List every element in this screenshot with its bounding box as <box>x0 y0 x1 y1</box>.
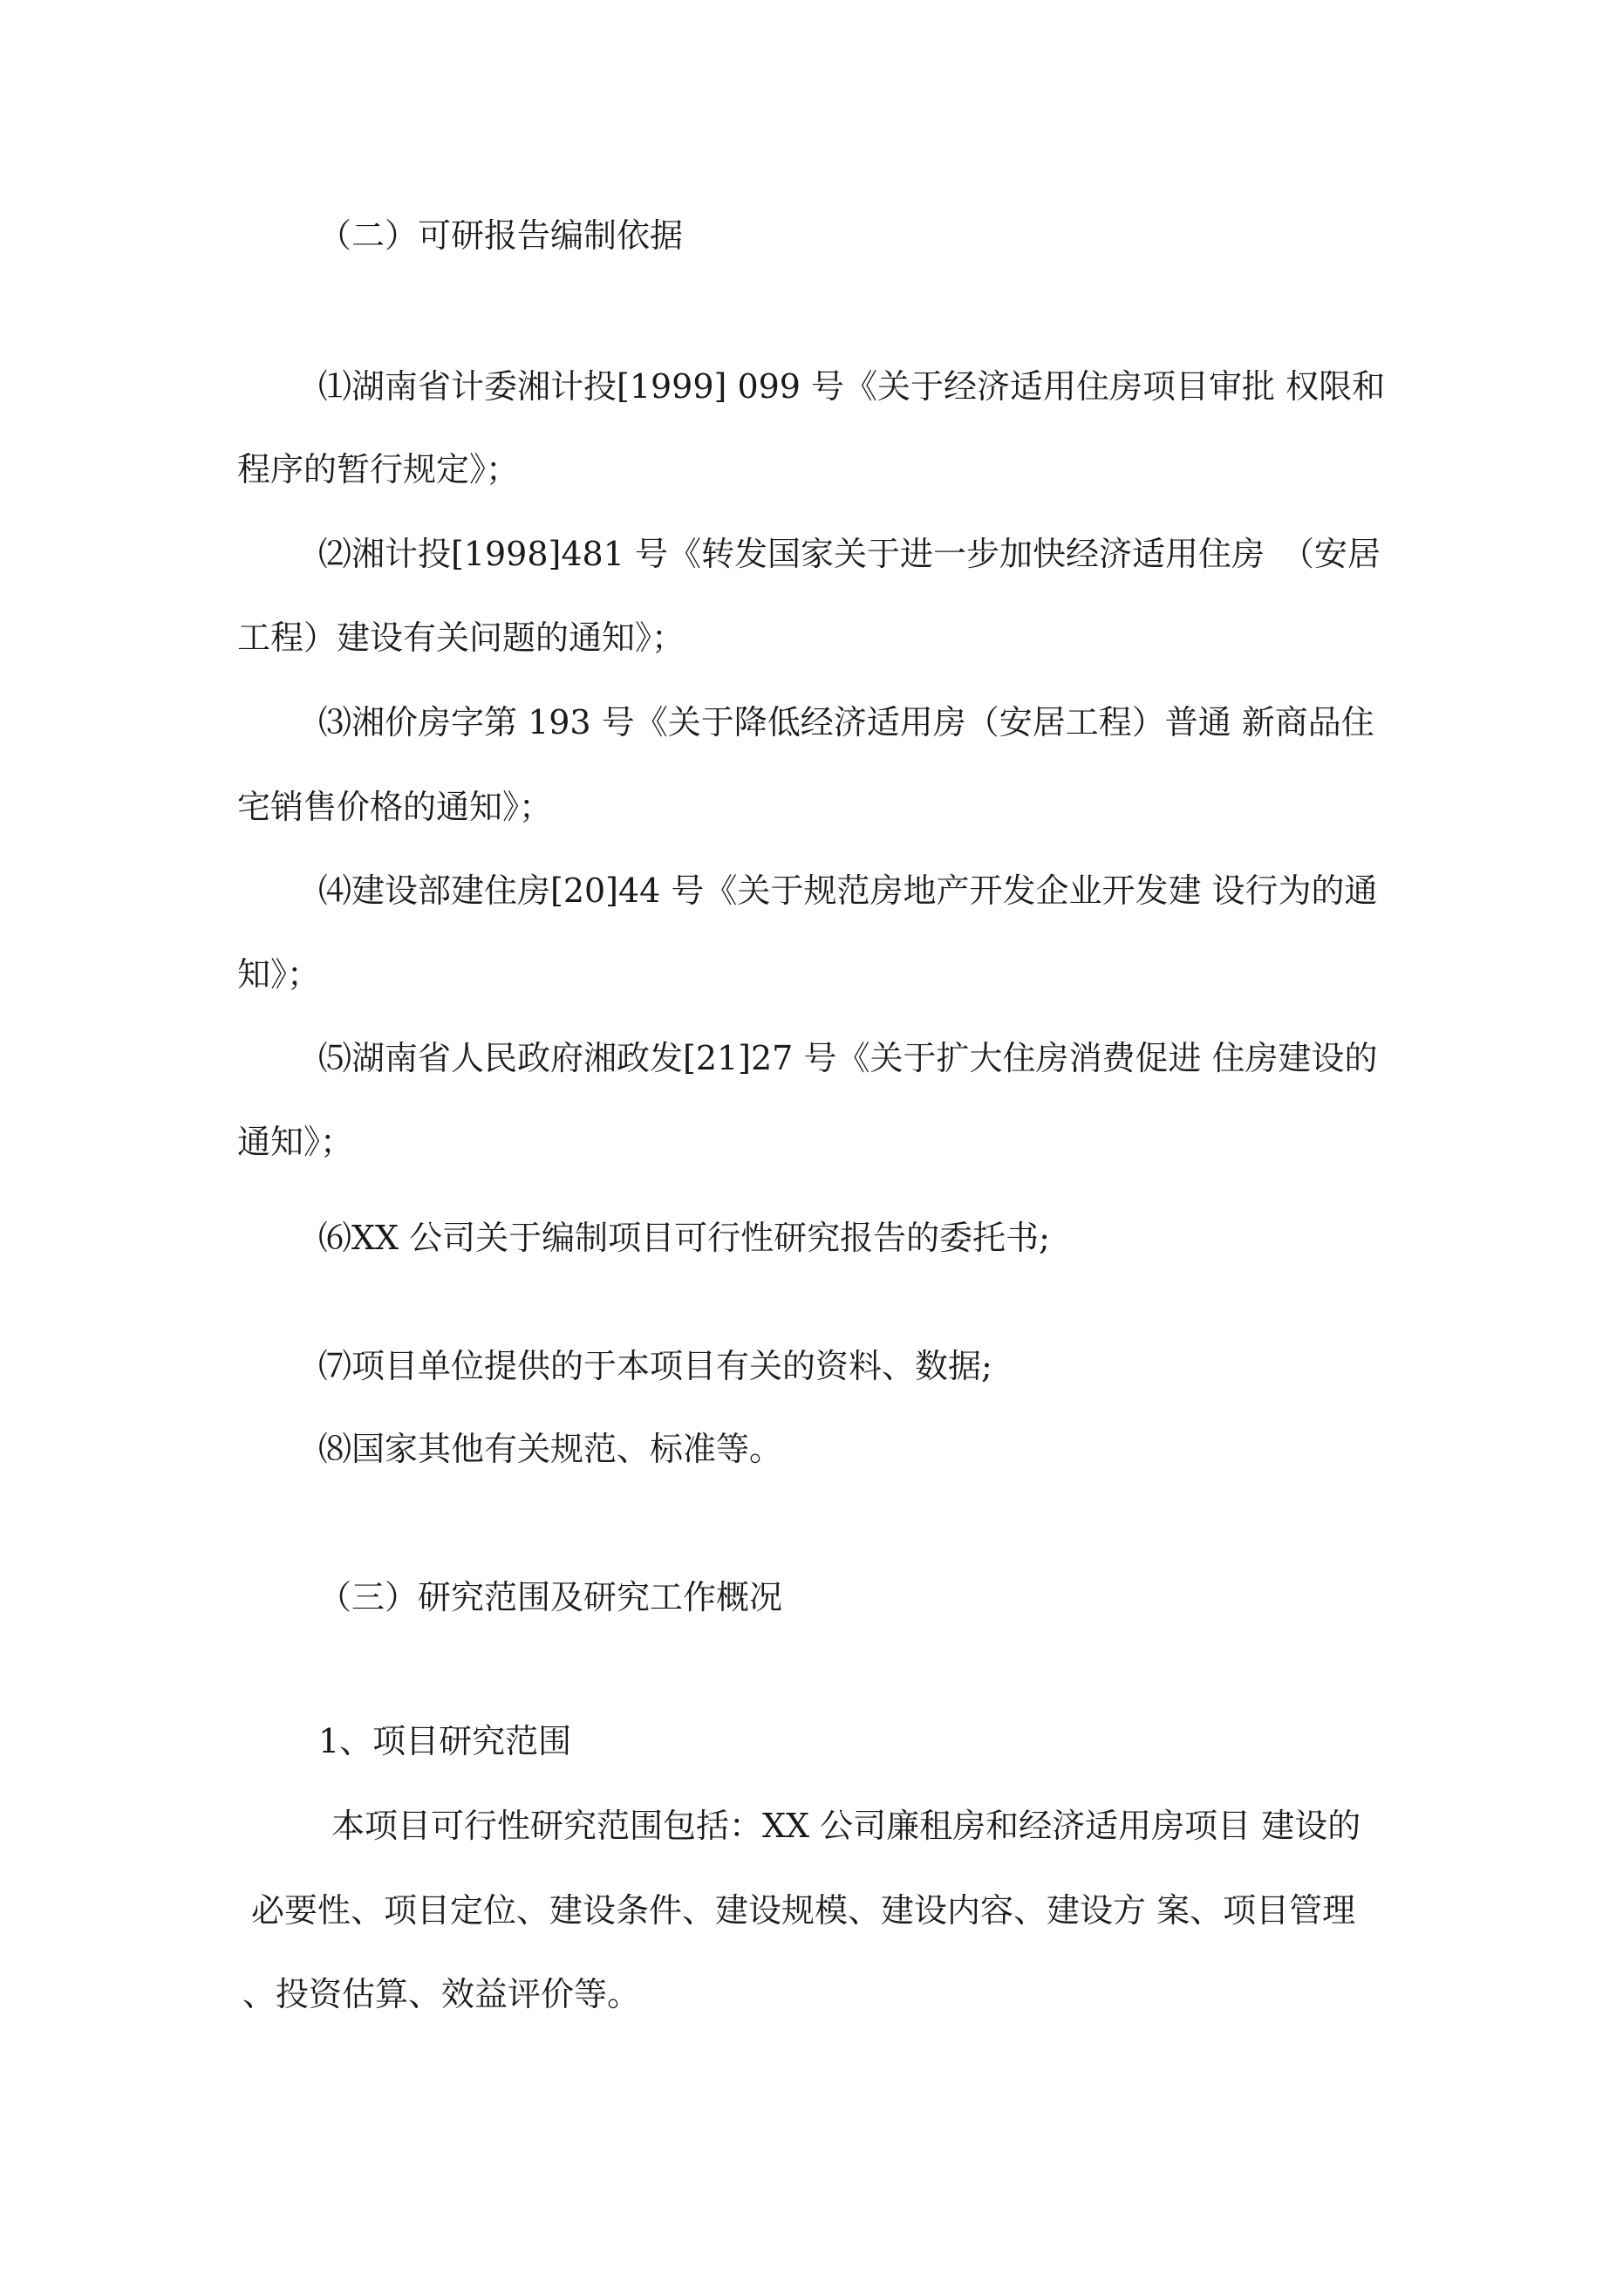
basis-item-5-line2: 通知》； <box>237 1123 354 1161</box>
section-heading-basis: （二）可研报告编制依据 <box>318 216 684 255</box>
scope-paragraph-line3: 、投资估算、效益评价等。 <box>242 1975 641 2013</box>
basis-item-2-line2: 工程）建设有关问题的通知》； <box>237 618 685 657</box>
scope-paragraph-line1: 本项目可行性研究范围包括：XX 公司廉租房和经济适用房项目 建设的 <box>331 1807 1361 1845</box>
basis-item-8: ⑻国家其他有关规范、标准等。 <box>318 1430 783 1468</box>
basis-item-1-line2: 程序的暂行规定》； <box>237 450 520 489</box>
basis-item-3-line2: 宅销售价格的通知》； <box>237 788 553 826</box>
basis-item-1-line1: ⑴湖南省计委湘计投[1999] 099 号《关于经济适用住房项目审批 权限和 <box>318 367 1386 406</box>
basis-item-2-line1: ⑵湘计投[1998]481 号《转发国家关于进一步加快经济适用住房 （安居 <box>318 535 1381 573</box>
basis-item-4-line1: ⑷建设部建住房[20]44 号《关于规范房地产开发企业开发建 设行为的通 <box>318 871 1378 910</box>
basis-item-5-line1: ⑸湖南省人民政府湘政发[21]27 号《关于扩大住房消费促进 住房建设的 <box>318 1039 1378 1077</box>
basis-item-3-line1: ⑶湘价房字第 193 号《关于降低经济适用房（安居工程）普通 新商品住 <box>318 703 1374 741</box>
scope-paragraph-line2: 必要性、项目定位、建设条件、建设规模、建设内容、建设方 案、项目管理 <box>251 1891 1356 1930</box>
basis-item-6: ⑹XX 公司关于编制项目可行性研究报告的委托书; <box>318 1219 1050 1257</box>
section-heading-scope: （三）研究范围及研究工作概况 <box>318 1578 783 1616</box>
subheading-scope: 1、项目研究范围 <box>318 1722 572 1760</box>
basis-item-7: ⑺项目单位提供的于本项目有关的资料、数据; <box>318 1347 992 1385</box>
basis-item-4-line2: 知》； <box>237 955 321 994</box>
